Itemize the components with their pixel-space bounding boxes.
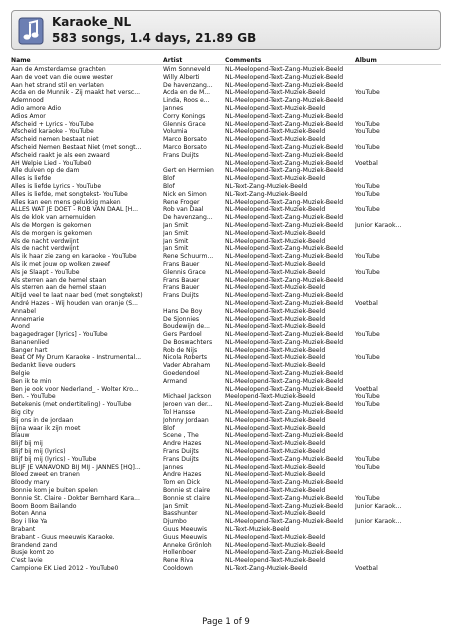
song-comments: NL-Meelopend-Text-Muziek-Beeld (225, 416, 326, 424)
song-comments: NL-Meelopend-Text-Zang-Muziek-Beeld (225, 112, 344, 120)
song-comments: NL-Meelopend-Text-Zang-Muziek-Beeld (225, 432, 344, 440)
song-name: Brandend zand (11, 541, 58, 549)
song-comments: NL-Meelopend-Text-Muziek-Beeld (225, 307, 326, 315)
song-comments: NL-Meelopend-Text-Zang-Muziek-Beeld (225, 276, 344, 284)
song-comments: NL-Meelopend-Text-Zang-Muziek-Beeld (225, 377, 344, 385)
song-album: YouTube (355, 268, 380, 276)
song-album: Voetbal (355, 565, 378, 572)
song-name: Blijf bij mij (11, 440, 43, 448)
song-artist: Corry Konings (163, 112, 206, 120)
song-name: Alles is liefde, met songtekst- YouTube (11, 190, 128, 198)
song-artist: Scene , The (163, 432, 199, 440)
song-album: Junior Karaok... (355, 221, 402, 229)
song-artist: Jeroen van der... (163, 401, 213, 409)
table-row (11, 323, 441, 331)
song-name: Ademnood (11, 97, 44, 105)
song-artist: Volumia (163, 128, 188, 136)
song-artist: Frans Duijts (163, 448, 199, 456)
table-row (11, 277, 441, 285)
song-name: Afscheid Nemen Bestaat Niet (met songt... (11, 143, 142, 151)
song-artist: Rob de Nijs (163, 346, 198, 354)
song-name: Boom Boom Bailando (11, 502, 77, 510)
song-comments: NL-Meelopend-Text-Muziek-Beeld (225, 136, 326, 144)
table-row (11, 167, 441, 175)
song-artist: Frans Bauer (163, 276, 200, 284)
table-row (11, 510, 441, 518)
song-comments: NL-Meelopend-Text-Zang-Muziek-Beeld (225, 198, 344, 206)
song-artist: Blof (163, 424, 175, 432)
song-artist: Cooldown (163, 565, 193, 572)
song-name: Beat Of My Drum Karaoke - Instrumental... (11, 354, 142, 362)
song-album: Junior Karaok... (355, 518, 402, 526)
table-row (11, 393, 441, 401)
table-row (11, 261, 441, 269)
song-name: Afscheid + Lyrics - YouTube (11, 120, 94, 128)
song-comments: NL-Meelopend-Text-Muziek-Beeld (225, 362, 326, 370)
song-name: Als de klok van arnemuiden (11, 214, 96, 222)
table-row (11, 409, 441, 417)
song-artist: Blof (163, 182, 175, 190)
song-artist: Djumbo (163, 518, 187, 526)
table-row (11, 518, 441, 526)
song-comments: NL-Meelopend-Text-Zang-Muziek-Beeld (225, 66, 344, 73)
song-artist: Linda, Roos e... (163, 97, 210, 105)
song-artist: Bonnie st claire (163, 487, 211, 495)
song-comments: NL-Meelopend-Text-Muziek-Beeld (225, 448, 326, 456)
song-artist: Jan Smit (163, 502, 189, 510)
song-artist: Rene Froger (163, 198, 200, 206)
table-row (11, 128, 441, 136)
song-name: Adios Amor (11, 112, 46, 120)
song-comments: NL-Meelopend-Text-Zang-Muziek-Beeld (225, 120, 344, 128)
table-row (11, 292, 441, 300)
song-comments: NL-Meelopend-Text-Muziek-Beeld (225, 471, 326, 479)
song-album: Junior Karaok... (355, 502, 402, 510)
song-comments: NL-Meelopend-Text-Zang-Muziek-Beeld (225, 253, 344, 261)
playlist-header (11, 10, 441, 50)
song-album: YouTube (355, 463, 380, 471)
song-name: Banger hart (11, 346, 48, 354)
song-comments: NL-Meelopend-Text-Zang-Muziek-Beeld (225, 299, 344, 307)
table-row (11, 425, 441, 433)
song-comments: NL-Meelopend-Text-Muziek-Beeld (225, 510, 326, 518)
song-artist: Rene Schuurm... (163, 253, 214, 261)
song-comments: NL-Meelopend-Text-Zang-Muziek-Beeld (225, 401, 344, 409)
song-name: Annemarie (11, 315, 45, 323)
table-row (11, 316, 441, 324)
song-album: Voetbal (355, 299, 378, 307)
song-comments: NL-Text-Zang-Muziek-Beeld (225, 190, 308, 198)
song-artist: Rene Riva (163, 557, 194, 565)
song-comments: NL-Meelopend-Text-Zang-Muziek-Beeld (225, 97, 344, 105)
song-artist: Acda en de M... (163, 89, 211, 97)
table-row (11, 503, 441, 511)
table-row (11, 175, 441, 183)
table-row (11, 89, 441, 97)
table-row (11, 362, 441, 370)
table-row (11, 331, 441, 339)
song-artist: Vader Abraham (163, 362, 211, 370)
song-album: YouTube (355, 331, 380, 339)
song-comments: NL-Meelopend-Text-Zang-Muziek-Beeld (225, 338, 344, 346)
songs-table (11, 57, 441, 573)
song-artist: Blof (163, 175, 175, 183)
song-name: Alles is liefde (11, 175, 52, 183)
song-artist: Andre Hazes (163, 440, 202, 448)
table-row (11, 456, 441, 464)
song-comments: NL-Meelopend-Text-Muziek-Beeld (225, 89, 326, 97)
song-artist: Tom en Dick (163, 479, 201, 487)
song-name: Belgie (11, 370, 30, 378)
song-name: Ben. - YouTube (11, 393, 56, 401)
song-comments: NL-Text-Zang-Muziek-Beeld (225, 565, 308, 572)
song-name: Alles is liefde Lyrics - YouTube (11, 182, 102, 190)
song-artist: Tol Hansse (163, 409, 196, 417)
song-name: ALLES WAT JE DOET - ROB VAN DAAL [H... (11, 206, 139, 214)
song-name: Blauw (11, 432, 30, 440)
song-name: Bloody mary (11, 479, 50, 487)
song-name: Als ik haar zie zang en karaoke - YouTube (11, 253, 137, 261)
table-row (11, 105, 441, 113)
song-artist: Hollenboer (163, 549, 197, 557)
song-name: Blijf bij mij (lyrics) - YouTube (11, 455, 97, 463)
song-name: Aan de voet van die ouwe wester (11, 73, 113, 81)
song-comments: NL-Meelopend-Text-Zang-Muziek-Beeld (225, 143, 344, 151)
song-artist: Jan Smit (163, 245, 189, 253)
song-name: Bij ons in de jordaan (11, 416, 74, 424)
song-name: Brabant (11, 526, 36, 534)
song-name: Avond (11, 323, 30, 331)
song-album: YouTube (355, 206, 380, 214)
song-name: Bloed zweet en tranen (11, 471, 80, 479)
song-album: Voetbal (355, 385, 378, 393)
song-comments: NL-Meelopend-Text-Zang-Muziek-Beeld (225, 214, 344, 222)
song-comments: NL-Meelopend-Text-Zang-Muziek-Beeld (225, 221, 344, 229)
table-row (11, 386, 441, 394)
table-row (11, 542, 441, 550)
song-name: Afscheid nemen bestaat niet (11, 136, 99, 144)
song-name: AH Welpie Lied - YouTube0 (11, 159, 92, 167)
table-row (11, 183, 441, 191)
table-row (11, 370, 441, 378)
song-artist: De Boswachters (163, 338, 213, 346)
table-row (11, 121, 441, 129)
song-comments: NL-Meelopend-Text-Muziek-Beeld (225, 104, 326, 112)
table-row (11, 206, 441, 214)
song-name: Campione EK Lied 2012 - YouTube0 (11, 565, 119, 572)
song-comments: NL-Meelopend-Text-Muziek-Beeld (225, 440, 326, 448)
song-comments: NL-Meelopend-Text-Zang-Muziek-Beeld (225, 292, 344, 300)
song-comments: NL-Meelopend-Text-Muziek-Beeld (225, 206, 326, 214)
song-name: Ben je ook voor Nederland_ - Wolter Kro... (11, 385, 139, 393)
table-row (11, 487, 441, 495)
song-comments: NL-Meelopend-Text-Muziek-Beeld (225, 284, 326, 292)
song-comments: NL-Meelopend-Text-Muziek-Beeld (225, 315, 326, 323)
song-artist: Basshunter (163, 510, 198, 518)
table-row (11, 284, 441, 292)
table-row (11, 495, 441, 503)
song-artist: Frans Bauer (163, 284, 200, 292)
song-name: Busje komt zo (11, 549, 54, 557)
table-row (11, 253, 441, 261)
song-artist: Goedendoel (163, 370, 200, 378)
playlist-title: Karaoke_NL (52, 15, 132, 29)
song-album: YouTube (355, 494, 380, 502)
song-name: Blijf bij mij (lyrics) (11, 448, 66, 456)
table-row (11, 238, 441, 246)
song-name: Ben ik te min (11, 377, 52, 385)
song-comments: NL-Meelopend-Text-Zang-Muziek-Beeld (225, 245, 344, 253)
song-comments: NL-Meelopend-Text-Zang-Muziek-Beeld (225, 385, 344, 393)
table-row (11, 354, 441, 362)
song-artist: Jannes (163, 463, 184, 471)
song-comments: NL-Meelopend-Text-Muziek-Beeld (225, 424, 326, 432)
song-name: André Hazes - Wij houden van oranje (S... (11, 299, 138, 307)
song-artist: Glennis Grace (163, 120, 206, 128)
song-album: Voetbal (355, 159, 378, 167)
song-name: Annabel (11, 307, 36, 315)
column-header-album: Album (355, 56, 377, 64)
song-album: YouTube (355, 190, 380, 198)
song-name: Bananenlied (11, 338, 49, 346)
table-row (11, 113, 441, 121)
song-artist: Andre Hazes (163, 471, 202, 479)
song-name: Boy i like Ya (11, 518, 48, 526)
song-artist: Guus Meeuwis (163, 533, 208, 541)
song-album: YouTube (355, 182, 380, 190)
song-artist: Wim Sonneveld (163, 66, 211, 73)
song-name: C'est lavie (11, 557, 43, 565)
table-row (11, 464, 441, 472)
song-name: Brabant - Guus meeuwis Karaoke. (11, 533, 115, 541)
table-row (11, 549, 441, 557)
song-artist: Marco Borsato (163, 136, 207, 144)
song-artist: Gert en Hermien (163, 167, 214, 175)
song-comments: Meelopend-Text-Muziek-Beeld (225, 393, 316, 401)
song-album: YouTube (355, 89, 380, 97)
song-artist: De havenzang... (163, 81, 213, 89)
song-name: BLIJF JE VANAVOND BIJ MIJ - JANNES [HQ]... (11, 463, 141, 471)
song-name: Alle duiven op de dam (11, 167, 80, 175)
song-comments: NL-Meelopend-Text-Zang-Muziek-Beeld (225, 455, 344, 463)
song-artist: Bonnie st claire (163, 494, 211, 502)
table-row (11, 82, 441, 90)
column-header-artist: Artist (163, 56, 183, 64)
table-row (11, 152, 441, 160)
song-artist: Frans Duijts (163, 292, 199, 300)
song-artist: Frans Bauer (163, 260, 200, 268)
table-row (11, 534, 441, 542)
table-row (11, 417, 441, 425)
table-row (11, 479, 441, 487)
song-comments: NL-Meelopend-Text-Zang-Muziek-Beeld (225, 549, 344, 557)
song-name: Aan de Amsterdamse grachten (11, 66, 106, 73)
song-artist: Jannes (163, 104, 184, 112)
table-row (11, 557, 441, 565)
song-comments: NL-Text-Zang-Muziek-Beeld (225, 182, 308, 190)
song-comments: NL-Meelopend-Text-Muziek-Beeld (225, 175, 326, 183)
playlist-summary: 583 songs, 1.4 days, 21.89 GB (52, 31, 257, 45)
song-album: YouTube (355, 253, 380, 261)
table-row (11, 160, 441, 168)
page-number: Page 1 of 9 (202, 617, 250, 627)
song-artist: Nick en Simon (163, 190, 207, 198)
song-name: Als de morgen is gekomen (11, 229, 93, 237)
song-artist: Michael Jackson (163, 393, 212, 401)
table-row (11, 308, 441, 316)
song-artist: Jan Smit (163, 229, 189, 237)
song-comments: NL-Meelopend-Text-Muziek-Beeld (225, 237, 326, 245)
song-artist: De havenzang... (163, 214, 213, 222)
song-artist: Frans Duijts (163, 151, 199, 159)
song-name: Bonnie kom je buiten spelen (11, 487, 98, 495)
song-comments: NL-Meelopend-Text-Zang-Muziek-Beeld (225, 409, 344, 417)
song-artist: Glennis Grace (163, 268, 206, 276)
playlist-icon (18, 17, 44, 45)
table-row (11, 97, 441, 105)
song-comments: NL-Meelopend-Text-Muziek-Beeld (225, 354, 326, 362)
song-artist: Marco Borsato (163, 143, 207, 151)
song-comments: NL-Meelopend-Text-Muziek-Beeld (225, 463, 326, 471)
table-row (11, 191, 441, 199)
song-comments: NL-Meelopend-Text-Muziek-Beeld (225, 323, 326, 331)
song-artist: Boudewijn de... (163, 323, 210, 331)
song-comments: NL-Meelopend-Text-Zang-Muziek-Beeld (225, 159, 344, 167)
song-name: bagagedrager [lyrics] - YouTube (11, 331, 108, 339)
song-name: Als je Slaapt - YouTube (11, 268, 80, 276)
table-row (11, 222, 441, 230)
song-name: Aan het strand stil en verlaten (11, 81, 104, 89)
song-artist: Willy Alberti (163, 73, 200, 81)
table-row (11, 245, 441, 253)
table-row (11, 66, 441, 74)
table-body (11, 66, 441, 573)
song-comments: NL-Meelopend-Text-Muziek-Beeld (225, 346, 326, 354)
table-row (11, 300, 441, 308)
song-comments: NL-Meelopend-Text-Zang-Muziek-Beeld (225, 73, 344, 81)
column-header-comments: Comments (225, 56, 262, 64)
table-row (11, 199, 441, 207)
song-comments: NL-Meelopend-Text-Zang-Muziek-Beeld (225, 479, 344, 487)
song-artist: Hans De Boy (163, 307, 203, 315)
song-name: Als sterren aan de hemel staan (11, 276, 107, 284)
song-artist: Rob van Daal (163, 206, 204, 214)
song-comments: NL-Meelopend-Text-Zang-Muziek-Beeld (225, 81, 344, 89)
song-comments: NL-Meelopend-Text-Zang-Muziek-Beeld (225, 370, 344, 378)
song-name: Big city (11, 409, 34, 417)
song-name: Als de nacht verdwijnt (11, 237, 79, 245)
song-comments: NL-Meelopend-Text-Muziek-Beeld (225, 260, 326, 268)
song-name: Betekenis (met ondertiteling) - YouTube (11, 401, 132, 409)
table-row (11, 565, 441, 573)
column-header-name: Name (11, 56, 31, 64)
song-artist: Anneke Grönloh (163, 541, 212, 549)
song-artist: Jan Smit (163, 237, 189, 245)
table-row (11, 230, 441, 238)
table-row (11, 471, 441, 479)
song-artist: Armand (163, 377, 187, 385)
song-comments: NL-Meelopend-Text-Zang-Muziek-Beeld (225, 151, 344, 159)
song-comments: NL-Meelopend-Text-Muziek-Beeld (225, 533, 326, 541)
table-header-row (11, 57, 441, 65)
song-comments: NL-Meelopend-Text-Muziek-Beeld (225, 487, 326, 495)
table-row (11, 144, 441, 152)
table-row (11, 269, 441, 277)
song-comments: NL-Meelopend-Text-Zang-Muziek-Beeld (225, 331, 344, 339)
song-name: Bonnie St. Claire - Dokter Bernhard Kara... (11, 494, 140, 502)
song-album: YouTube (355, 393, 380, 401)
song-name: Als sterren aan de hemel staan (11, 284, 107, 292)
table-row (11, 401, 441, 409)
song-album: YouTube (355, 120, 380, 128)
song-comments: NL-Meelopend-Text-Muziek-Beeld (225, 541, 326, 549)
song-name: Als de Morgen is gekomen (11, 221, 92, 229)
table-row (11, 339, 441, 347)
song-artist: De Sjonnies (163, 315, 200, 323)
song-comments: NL-Meelopend-Text-Zang-Muziek-Beeld (225, 494, 344, 502)
song-name: Adio amore Adio (11, 104, 62, 112)
song-artist: Guus Meeuwis (163, 526, 208, 534)
song-artist: Johnny Jordaan (163, 416, 209, 424)
table-row (11, 214, 441, 222)
song-album: YouTube (355, 354, 380, 362)
song-album: YouTube (355, 401, 380, 409)
table-row (11, 347, 441, 355)
song-name: Altijd veel te laat naar bed (met songtekst) (11, 292, 143, 300)
song-artist: Frans Duijts (163, 455, 199, 463)
song-name: Bijna waar ik zijn moet (11, 424, 81, 432)
song-name: Afscheid raakt je als een zwaard (11, 151, 110, 159)
table-row (11, 432, 441, 440)
song-comments: NL-Meelopend-Text-Zang-Muziek-Beeld (225, 167, 344, 175)
song-comments: NL-Text-Muziek-Beeld (225, 526, 290, 534)
song-comments: NL-Meelopend-Text-Muziek-Beeld (225, 557, 326, 565)
song-comments: NL-Meelopend-Text-Muziek-Beeld (225, 128, 326, 136)
song-name: Alles kan een mens gelukkig maken (11, 198, 121, 206)
song-album: YouTube (355, 143, 380, 151)
song-artist: Jan Smit (163, 221, 189, 229)
table-row (11, 526, 441, 534)
table-row (11, 136, 441, 144)
song-comments: NL-Meelopend-Text-Zang-Muziek-Beeld (225, 502, 344, 510)
table-row (11, 74, 441, 82)
song-name: Bedankt lieve ouders (11, 362, 76, 370)
song-artist: Gers Pardoel (163, 331, 202, 339)
table-row (11, 440, 441, 448)
song-artist: Nicola Roberts (163, 354, 208, 362)
table-row (11, 378, 441, 386)
song-name: Afscheid karaoke - YouTube (11, 128, 94, 136)
song-name: Boten Anna (11, 510, 47, 518)
song-name: Acda en de Munnik - Zij maakt het versc... (11, 89, 141, 97)
song-name: Als ik met jouw op wolken zweef (11, 260, 110, 268)
song-comments: NL-Meelopend-Text-Muziek-Beeld (225, 229, 326, 237)
song-album: YouTube (355, 128, 380, 136)
song-comments: NL-Meelopend-Text-Muziek-Beeld (225, 268, 326, 276)
table-row (11, 448, 441, 456)
song-name: Als de nacht verdwijnt (11, 245, 79, 253)
song-album: YouTube (355, 455, 380, 463)
song-comments: NL-Meelopend-Text-Zang-Muziek-Beeld (225, 518, 344, 526)
